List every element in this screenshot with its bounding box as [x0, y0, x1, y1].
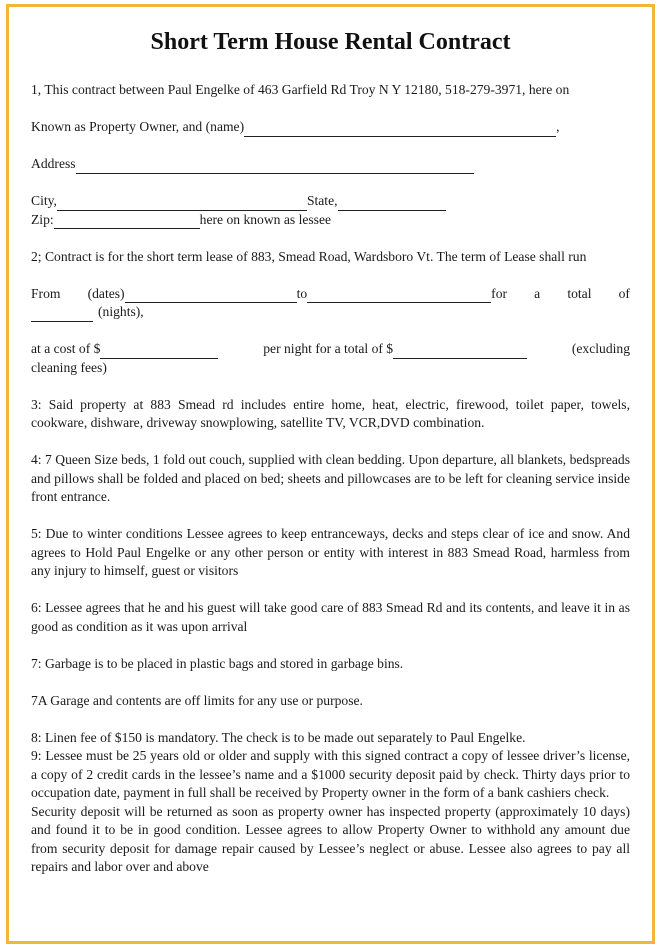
dates-label: (dates) — [87, 285, 125, 301]
nightly-rate-field[interactable] — [100, 345, 218, 359]
document-page — [6, 4, 655, 944]
clause-6: 6: Lessee agrees that he and his guest will take good care of 883 Smead Rd and its contents, and leave it in as good as condition as it was upon arrival — [31, 600, 630, 634]
cost-line — [31, 340, 630, 359]
nights-label: (nights), — [98, 304, 144, 319]
state-field[interactable] — [338, 197, 446, 211]
lessee-name-field[interactable] — [244, 123, 556, 137]
zip-line — [31, 211, 630, 230]
city-field[interactable] — [57, 197, 307, 211]
to-label: to — [296, 285, 308, 301]
known-as-comma: , — [556, 119, 560, 134]
clause-7a: 7A Garage and contents are off limits for any use or purpose. — [31, 692, 363, 708]
cost-label: at a cost of $ — [31, 341, 101, 356]
nights-field[interactable] — [31, 308, 93, 322]
contract-body — [31, 81, 630, 877]
a-label: a — [534, 285, 541, 301]
state-label: State, — [306, 193, 338, 208]
known-as-label: Known as Property Owner, and (name) — [31, 119, 245, 134]
security-deposit-clause: Security deposit will be returned as soon as property owner has inspected property (approximately 10 days) and found it to be in good condition. Lessee agrees to allow Property Owner to withhold any amount due from security deposit for damage repair caused by Lessee’s neglect or abuse. Lessee also agrees to pay all repairs and labor over and above — [31, 803, 630, 874]
clause-7: 7: Garbage is to be placed in plastic bags and stored in garbage bins. — [31, 655, 404, 671]
zip-field[interactable] — [54, 215, 200, 229]
clause-5: 5: Due to winter conditions Lessee agrees to keep entranceways, decks and steps clear of ice and snow. And agrees to Hold Paul Engelke or any other person or entity with interest in 883 Smead Road, harmless from any injury to himself, guest or visitors — [31, 526, 630, 578]
address-label: Address — [31, 156, 76, 171]
start-date-field[interactable] — [125, 289, 297, 303]
term-dates-line — [31, 285, 630, 304]
clause-8: 8: Linen fee of $150 is mandatory. The check is to be made out separately to Paul Engelke. — [31, 729, 526, 745]
excluding-label: (excluding — [571, 341, 630, 356]
address-line — [31, 155, 630, 174]
total-label: total — [567, 285, 592, 301]
for-label: for — [491, 285, 508, 301]
document-title: Short Term House Rental Contract — [150, 29, 511, 55]
per-night-label: per night for a total of $ — [263, 341, 394, 356]
lessee-label: here on known as lessee — [199, 211, 332, 227]
total-cost-field[interactable] — [393, 345, 527, 359]
clause-3: 3: Said property at 883 Smead rd includes entire home, heat, electric, firewood, toilet paper, towels, cookware, dishware, driveway snowplowing, satellite TV, VCR,DVD combination. — [31, 396, 630, 430]
clause-2: 2; Contract is for the short term lease of 883, Smead Road, Wardsboro Vt. The term of Lease shall run — [31, 248, 587, 264]
from-label: From — [31, 285, 61, 301]
zip-label: Zip: — [31, 211, 54, 227]
city-state-line — [31, 192, 630, 211]
nights-line — [31, 303, 630, 322]
end-date-field[interactable] — [307, 289, 491, 303]
cleaning-fees-label: cleaning fees) — [31, 359, 107, 375]
city-label: City, — [31, 193, 57, 208]
clause-4: 4: 7 Queen Size beds, 1 fold out couch, supplied with clean bedding. Upon departure, all blankets, bedspreads and pillows shall be folded and placed on bed; sheets and pillowcases are to be left for cleaning service inside front entrance. — [31, 452, 630, 504]
clause-9: 9: Lessee must be 25 years old or older and supply with this signed contract a copy of lessee driver’s license, a copy of 2 credit cards in the lessee’s name and a $1000 security deposit paid by check. Thirty days prior to occupation date, payment in full shall be received by Property owner in the form of a bank cashiers check. — [31, 748, 630, 800]
of-label: of — [618, 285, 630, 301]
owner-name-line — [31, 118, 630, 137]
clause-1: 1, This contract between Paul Engelke of 463 Garfield Rd Troy N Y 12180, 518-279-3971, here on — [31, 82, 570, 97]
address-field[interactable] — [76, 160, 474, 174]
